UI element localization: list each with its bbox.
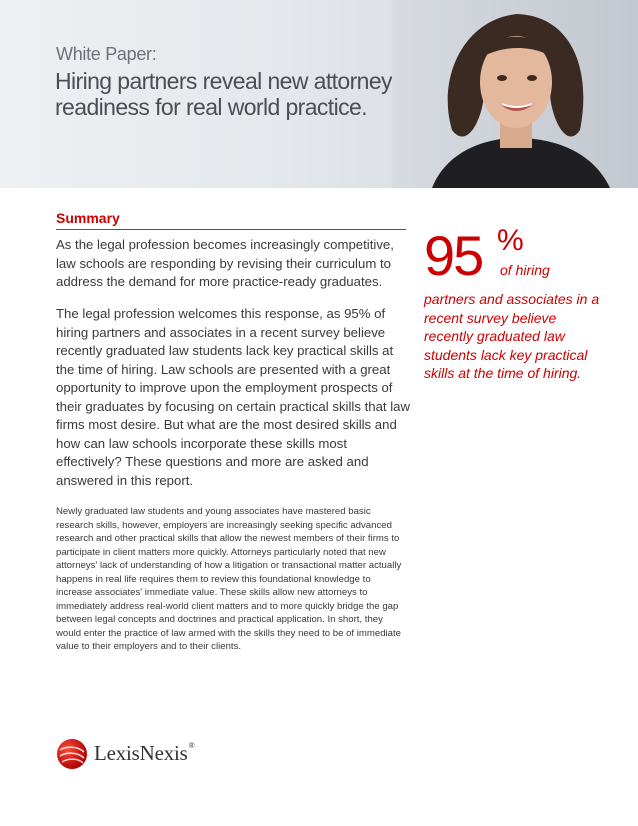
lexisnexis-logo [56,738,276,770]
hero-banner [0,0,638,188]
hero-title: Hiring partners reveal new attorney readiness for real world practice. [55,68,392,120]
summary-heading: Summary [56,210,406,230]
statistic-body-text: partners and associates in a recent survey believe recently graduated law students lack key practical skills at the time of hiring. [424,291,600,381]
lexisnexis-globe-icon [56,738,88,770]
lexisnexis-wordmark [94,741,195,766]
logo-registered-mark: ® [188,741,195,750]
statistic-percent-sign: % [497,224,524,257]
summary-paragraph-3: Newly graduated law students and young associates have mastered basic research skills, however, employers are increasingly seeking specific advanced research and other practical skills that allow the newest members of their firms to participate in client matters more quickly. Attorneys particularly noted that new attorneys' lack of understanding of how a litigation or transactional matter actually happens in real life requires them to review this foundational knowledge to increase associates' immediate value. These skills allow new attorneys to immediately address real-world client matters and to more quickly bridge the gap between legal concepts and doctrines and practical application. In short, they would enter the practice of law armed with the skills they need to be of immediate value to their employers and to their clients. [56,506,402,652]
summary-paragraph-2: The legal profession welcomes this response, as 95% of hiring partners and associates in a recent survey believe recently graduated law students lack key practical skills at the time of hiring. Law schools are presented with a great opportunity to improve upon the employment prospects of their graduates by focusing on certain practical skills that law firms most desire. But what are the most desired skills and how can law schools incorporate these skills most effectively? These questions and more are asked and answered in this report. [56,306,411,488]
logo-name: LexisNexis [94,741,188,765]
portrait-photo [392,0,638,188]
statistic-number: 95 [424,224,483,287]
summary-lead-paragraph: As the legal profession becomes increasingly competitive, law schools are responding by revising their curriculum to address the demand for more practice-ready graduates. [56,237,394,289]
statistic-lead-text: of hiring [500,262,550,278]
hero-eyebrow: White Paper: [56,44,157,64]
